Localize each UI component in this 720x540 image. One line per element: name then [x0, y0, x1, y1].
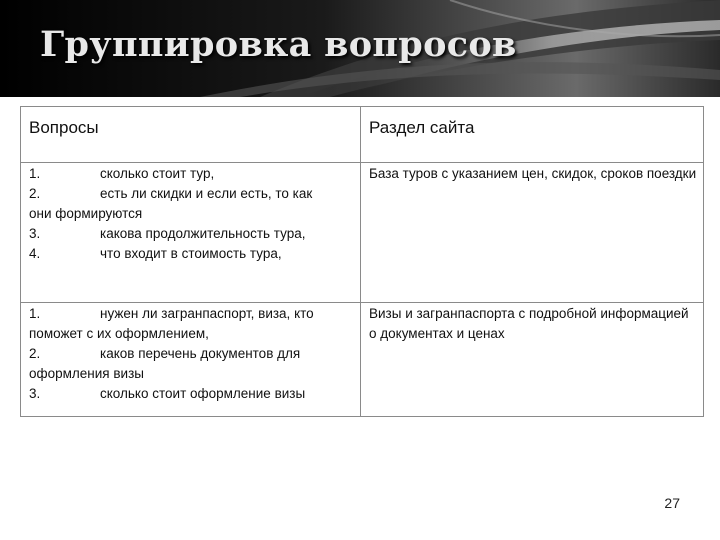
site-section-cell: База туров с указанием цен, скидок, сроков поездки: [361, 163, 704, 303]
question-number: 2.: [29, 186, 41, 201]
question-number: 3.: [29, 386, 41, 401]
question-item: [29, 384, 355, 404]
header-questions: Вопросы: [21, 107, 361, 163]
question-continuation: оформления визы: [29, 366, 144, 381]
site-section-cell: Визы и загранпаспорта с подробной информацией о документах и ценах: [361, 303, 704, 417]
question-number: 4.: [29, 246, 41, 261]
question-item: [29, 344, 355, 364]
question-text: какова продолжительность тура,: [100, 226, 306, 241]
question-item: [29, 164, 355, 184]
slide-title: Группировка вопросов: [40, 24, 517, 65]
question-text: что входит в стоимость тура,: [100, 246, 282, 261]
question-number: 1.: [29, 166, 41, 181]
question-item: [29, 184, 355, 204]
question-text: есть ли скидки и если есть, то как: [100, 186, 313, 201]
question-text: каков перечень документов для: [100, 346, 301, 361]
question-text: сколько стоит оформление визы: [100, 386, 306, 401]
question-text: сколько стоит тур,: [100, 166, 215, 181]
questions-table: [20, 106, 704, 417]
question-continuation: поможет с их оформлением,: [29, 326, 209, 341]
question-continuation: они формируются: [29, 206, 143, 221]
header-site-section: Раздел сайта: [361, 107, 704, 163]
question-item: [29, 244, 355, 264]
question-text: нужен ли загранпаспорт, виза, кто: [100, 306, 314, 321]
question-number: 1.: [29, 306, 41, 321]
question-item: [29, 224, 355, 244]
question-item: [29, 304, 355, 324]
questions-cell: [21, 303, 361, 417]
slide-header: [0, 0, 720, 97]
table-row: [21, 303, 704, 417]
question-number: 3.: [29, 226, 41, 241]
question-number: 2.: [29, 346, 41, 361]
table-row: [21, 163, 704, 303]
table-header-row: [21, 107, 704, 163]
questions-cell: [21, 163, 361, 303]
page-number: 27: [664, 495, 680, 511]
